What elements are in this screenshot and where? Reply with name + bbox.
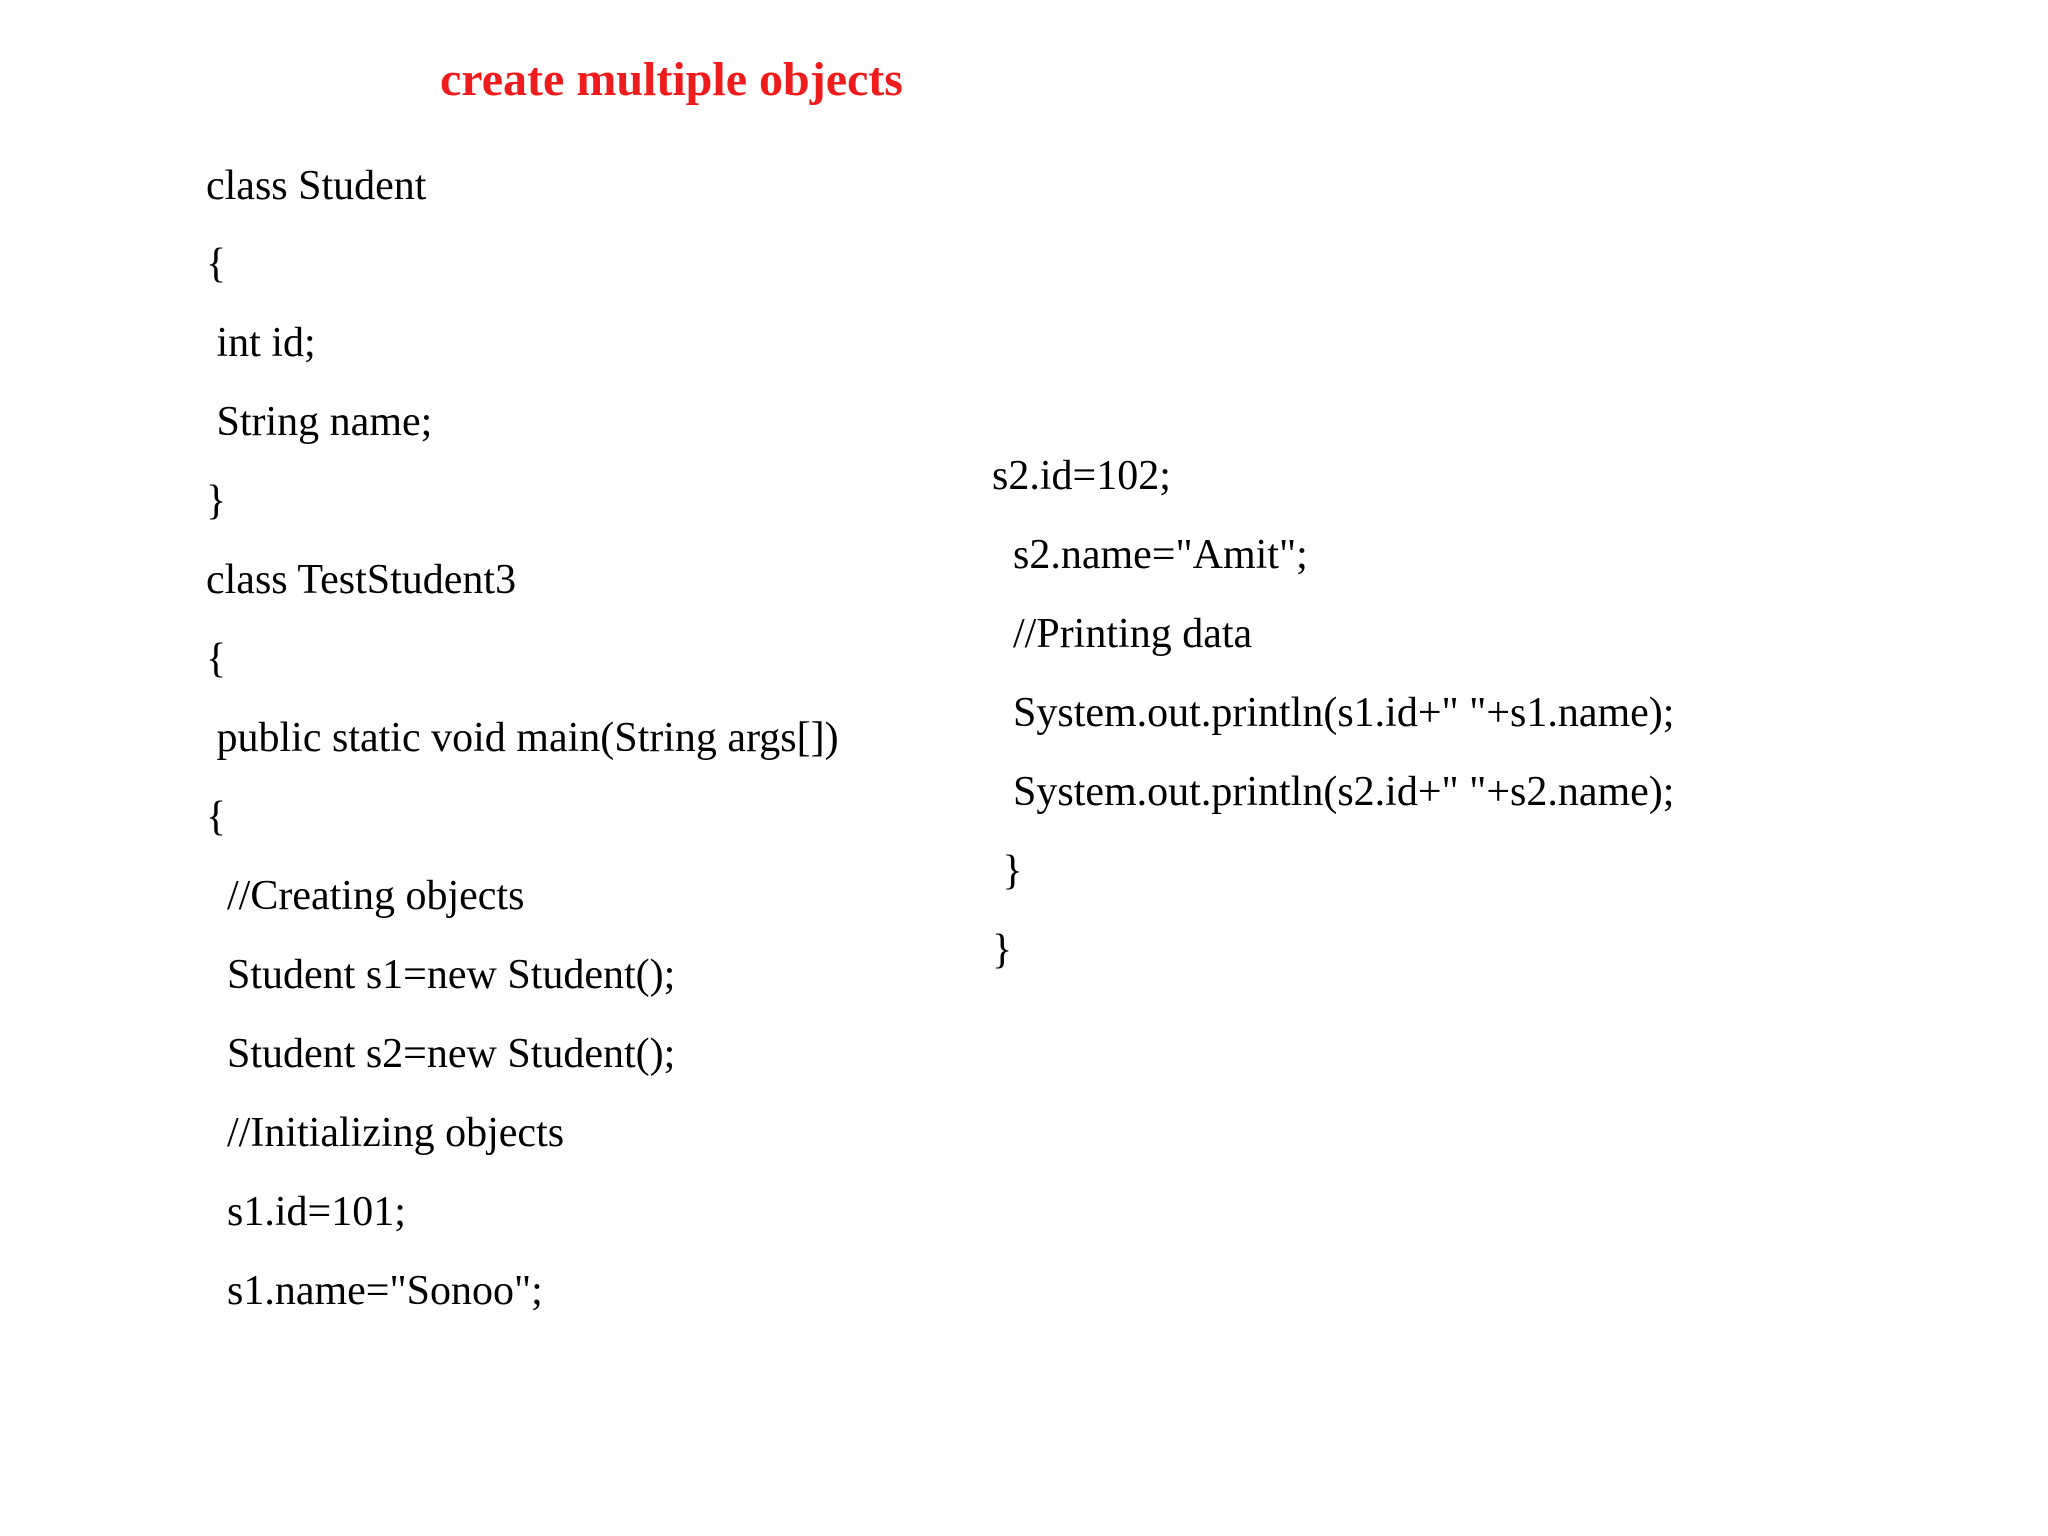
code-line: class Student <box>206 163 427 209</box>
code-line: s1.name="Sonoo"; <box>206 1268 543 1314</box>
code-line: Student s1=new Student(); <box>206 952 676 998</box>
code-line: public static void main(String args[]) <box>206 715 839 761</box>
code-line: s2.name="Amit"; <box>992 532 1308 578</box>
code-block-left <box>206 0 1006 1536</box>
code-line: { <box>206 636 227 682</box>
code-line: int id; <box>206 320 316 366</box>
code-line: System.out.println(s1.id+" "+s1.name); <box>992 690 1675 736</box>
code-line: class TestStudent3 <box>206 557 517 603</box>
code-line: //Creating objects <box>206 873 525 919</box>
code-block-right <box>992 0 1992 1536</box>
code-line: { <box>206 794 227 840</box>
code-line: } <box>206 478 227 524</box>
code-line: s1.id=101; <box>206 1189 406 1235</box>
code-line: Student s2=new Student(); <box>206 1031 676 1077</box>
code-line: System.out.println(s2.id+" "+s2.name); <box>992 769 1675 815</box>
code-line: //Initializing objects <box>206 1110 565 1156</box>
code-line: //Printing data <box>992 611 1253 657</box>
slide-title: create multiple objects <box>440 53 903 106</box>
code-line: String name; <box>206 399 433 445</box>
code-line: } <box>992 927 1013 973</box>
code-line: { <box>206 241 227 287</box>
code-line: } <box>992 848 1023 894</box>
code-line: s2.id=102; <box>992 453 1171 499</box>
